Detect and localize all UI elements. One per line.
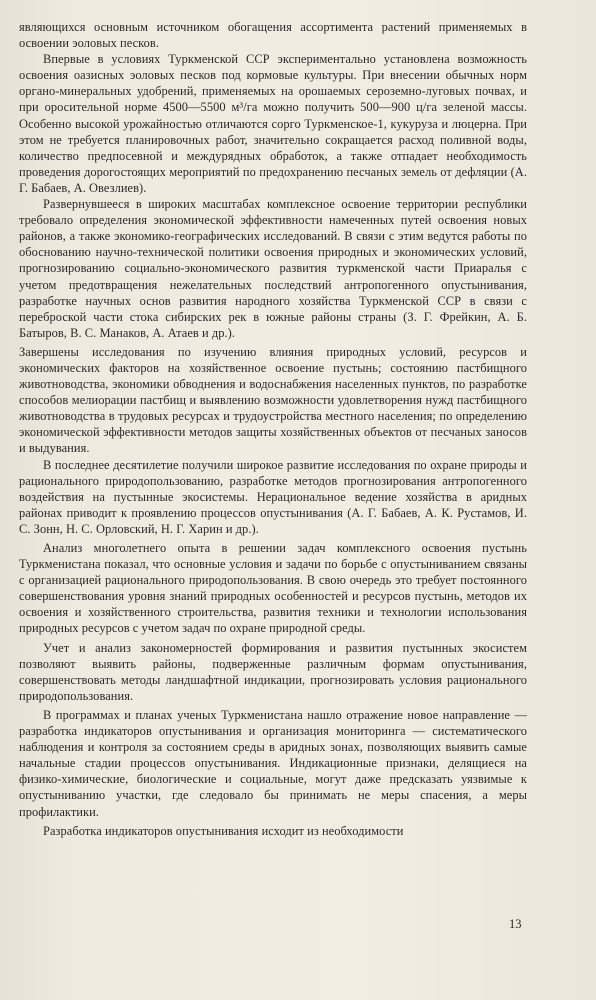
paragraph-3: Развернувшееся в широких масштабах комплексное освоение территории республики требовало определения экономической эффективности намеченных путей освоения новых районов, а также экономико-географических исследований. В связи с этим ведутся работы по обоснованию научно-технической политики освоения природных и экономических условий, прогнозированию социально-экономического развития туркменской части Приаралья с учетом предотвращения нежелательных последствий антропогенного опустынивания, разработке научных основ развития народного хозяйства Туркменской ССР в связи с переброской части стока сибирских рек в южные районы страны (З. Г. Фрейкин, А. Б. Батыров, В. С. Манаков, А. Атаев и др.). <box>19 197 527 340</box>
paragraph-9: Разработка индикаторов опустынивания исходит из необходимости <box>43 823 404 838</box>
paragraph-1: являющихся основным источником обогащения ассортимента растений применяемых в освоении эоловых песков. <box>19 20 527 51</box>
page-number: 13 <box>509 917 522 931</box>
paragraph-7: Учет и анализ закономерностей формирования и развития пустынных экосистем позволяют выявить районы, подверженные различным формам опустынивания, совершенствовать методы ландшафтной индикации, прогнозировать условия рационального природопользования. <box>19 640 527 703</box>
paragraph-2: Впервые в условиях Туркменской ССР экспериментально установлена возможность освоения оазисных эоловых песков под кормовые культуры. При внесении обычных норм органо-минеральных удобрений, применяемых на орошаемых сероземно-луговых почвах, и при оросительной норме 4500—5500 м³/га можно получить 500—900 ц/га зеленой массы. Особенно высокой урожайностью отличаются сорго Туркменское-1, кукуруза и люцерна. При этом не требуется планировочных работ, значительно сокращается расход поливной воды, количество предпосевной и междурядных обработок, а также отпадает необходимость проведения дорогостоящих мероприятий по предохранению песчаных земель от дефляции (А. Г. Бабаев, А. Овезлиев). <box>19 52 527 195</box>
paragraph-5: В последнее десятилетие получили широкое развитие исследования по охране природы и рационального природопользованию, разработке методов прогнозирования антропогенного воздействия на пустынные экосистемы. Нерациональное ведение хозяйства в аридных районах приводит к проявлению процессов опустынивания (А. Г. Бабаев, А. К. Рустамов, И. С. Зонн, Н. С. Орловский, Н. Г. Харин и др.). <box>19 457 527 536</box>
paragraph-8: В программах и планах ученых Туркменистана нашло отражение новое направление — разработка индикаторов опустынивания и организация мониторинга — систематического наблюдения и контроля за состоянием среды в аридных зонах, позволяющих выявить самые начальные стадии процессов опустынивания. Индикационные признаки, делящиеся на физико-химические, биологические и социальные, могут даже предсказать уязвимые к опустыниванию участки, где следовало бы принимать не меры спасения, а меры профилактики. <box>19 707 527 819</box>
body-text <box>19 19 527 839</box>
paragraph-6: Анализ многолетнего опыта в решении задач комплексного освоения пустынь Туркменистана показал, что основные условия и задачи по борьбе с опустыниванием связаны с организацией рационального природопользования. В свою очередь это требует постоянного совершенствования уровня знаний природных особенностей и ресурсов пустынь, методов их освоения и хозяйственного строительства, развития техники и технологии использования природных ресурсов с учетом задач по охране природной среды. <box>19 541 527 636</box>
paragraph-4: Завершены исследования по изучению влияния природных условий, ресурсов и экономических факторов на хозяйственное освоение пустынь; состоянию пастбищного животноводства, экономики обводнения и водоснабжения населенных пунктов, по разработке способов мелиорации пастбищ и выявлению возможности удовлетворения нужд пастбищного животноводства в трудовых ресурсах и трудоустройства местного населения; по определению экономической эффективности методов защиты хозяйственных объектов от песчаных заносов и выдувания. <box>19 344 527 456</box>
